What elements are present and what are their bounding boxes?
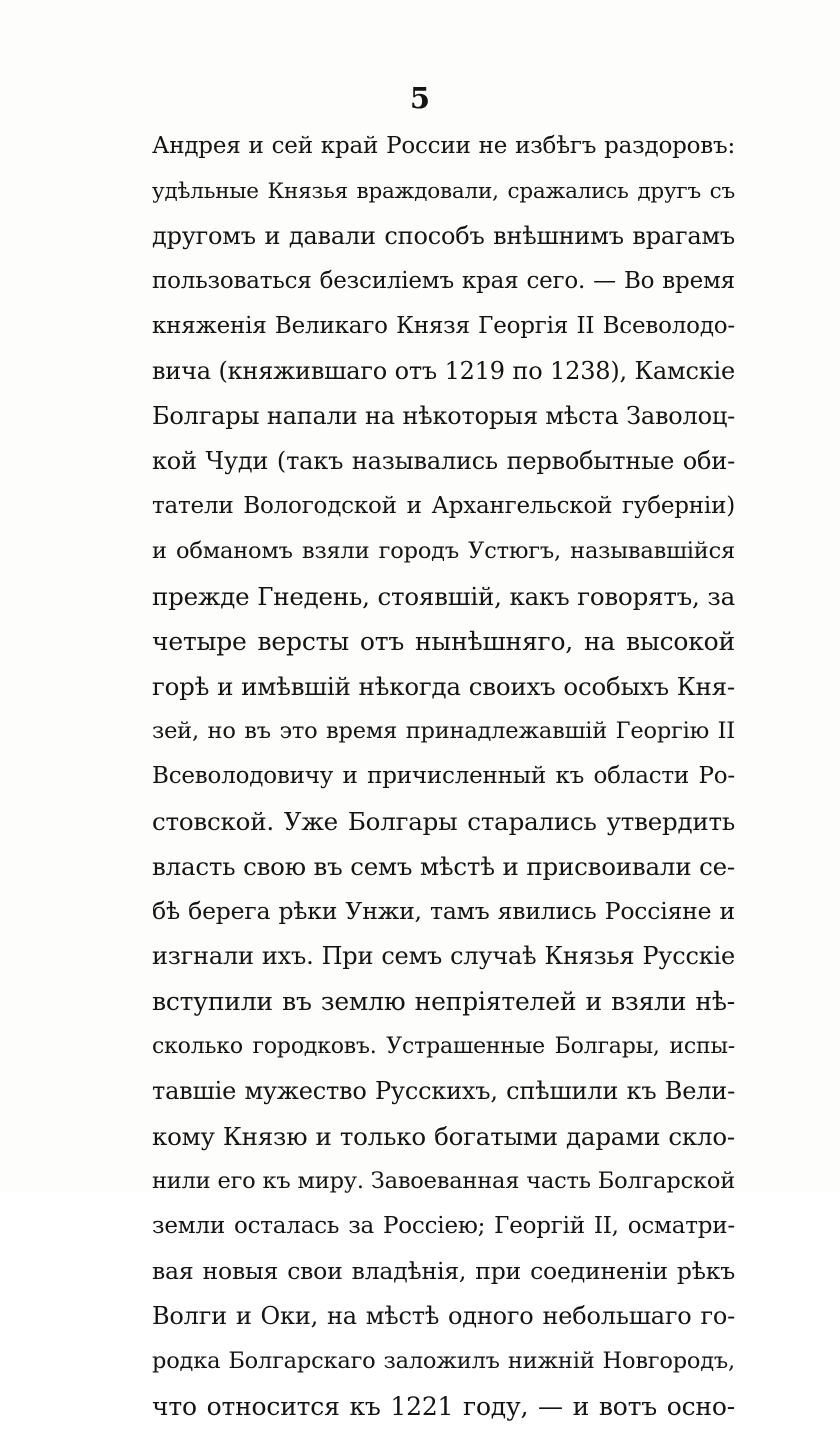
text-line: вая новыя свои владѣнія, при соединеніи рѣкъ (152, 1257, 735, 1285)
text-line: что относится къ 1221 году, — и вотъ осно- (152, 1392, 735, 1421)
text-line: Волги и Оки, на мѣстѣ одного небольшаго го- (152, 1302, 735, 1330)
text-line: другомъ и давали способъ внѣшнимъ врагамъ (152, 222, 735, 250)
text-line: зей, но въ это время принадлежавшій Георгію II (152, 718, 735, 744)
text-line: стовской. Уже Болгары старались утвердить (152, 807, 735, 836)
text-line: и обманомъ взяли городъ Устюгъ, называвшійся (152, 538, 735, 564)
text-line: горѣ и имѣвшій нѣкогда своихъ особыхъ Кня- (152, 672, 735, 701)
text-line: кой Чуди (такъ назывались первобытные оби- (152, 447, 735, 475)
text-line: вича (княжившаго отъ 1219 по 1238), Камскіе (152, 357, 735, 385)
text-line: вступили въ землю непріятелей и взяли нѣ- (152, 987, 735, 1016)
text-line: Всеволодовичу и причисленный къ области Ро- (152, 763, 735, 789)
page-number: 5 (409, 81, 431, 115)
text-line: нили его къ миру. Завоеванная часть Болгарской (152, 1168, 735, 1194)
text-line: тавшіе мужество Русскихъ, спѣшили къ Вели- (152, 1077, 735, 1105)
text-line: родка Болгарскаго заложилъ нижній Новгородъ, (152, 1348, 735, 1374)
text-line: земли осталась за Россіею; Георгій II, осматри- (152, 1213, 735, 1239)
text-line: пользоваться безсиліемъ края сего. — Во время (152, 268, 735, 294)
text-line: четыре версты отъ нынѣшняго, на высокой (152, 627, 735, 656)
text-line: татели Вологодской и Архангельской губерніи) (152, 493, 735, 519)
text-line: удѣльные Князья враждовали, сражались другъ съ (152, 179, 735, 204)
text-line: Болгары напали на нѣкоторыя мѣста Заволоц- (152, 402, 735, 430)
text-line: власть свою въ семъ мѣстѣ и присвоивали се- (152, 852, 735, 881)
body-text (152, 124, 735, 1429)
text-line: бѣ берега рѣки Унжи, тамъ явились Россіяне и (152, 897, 735, 925)
text-line: сколько городковъ. Устрашенные Болгары, испы- (152, 1034, 735, 1059)
text-line: изгнали ихъ. При семъ случаѣ Князья Русскіе (152, 942, 735, 970)
text-line: прежде Гнедень, стоявшій, какъ говорятъ, за (152, 582, 735, 611)
text-line: кому Князю и только богатыми дарами скло- (152, 1122, 735, 1151)
text-line: княженія Великаго Князя Георгія II Всеволодо- (152, 313, 735, 339)
text-line: Андрея и сей край России не избѣгъ раздоровъ: (152, 133, 735, 159)
